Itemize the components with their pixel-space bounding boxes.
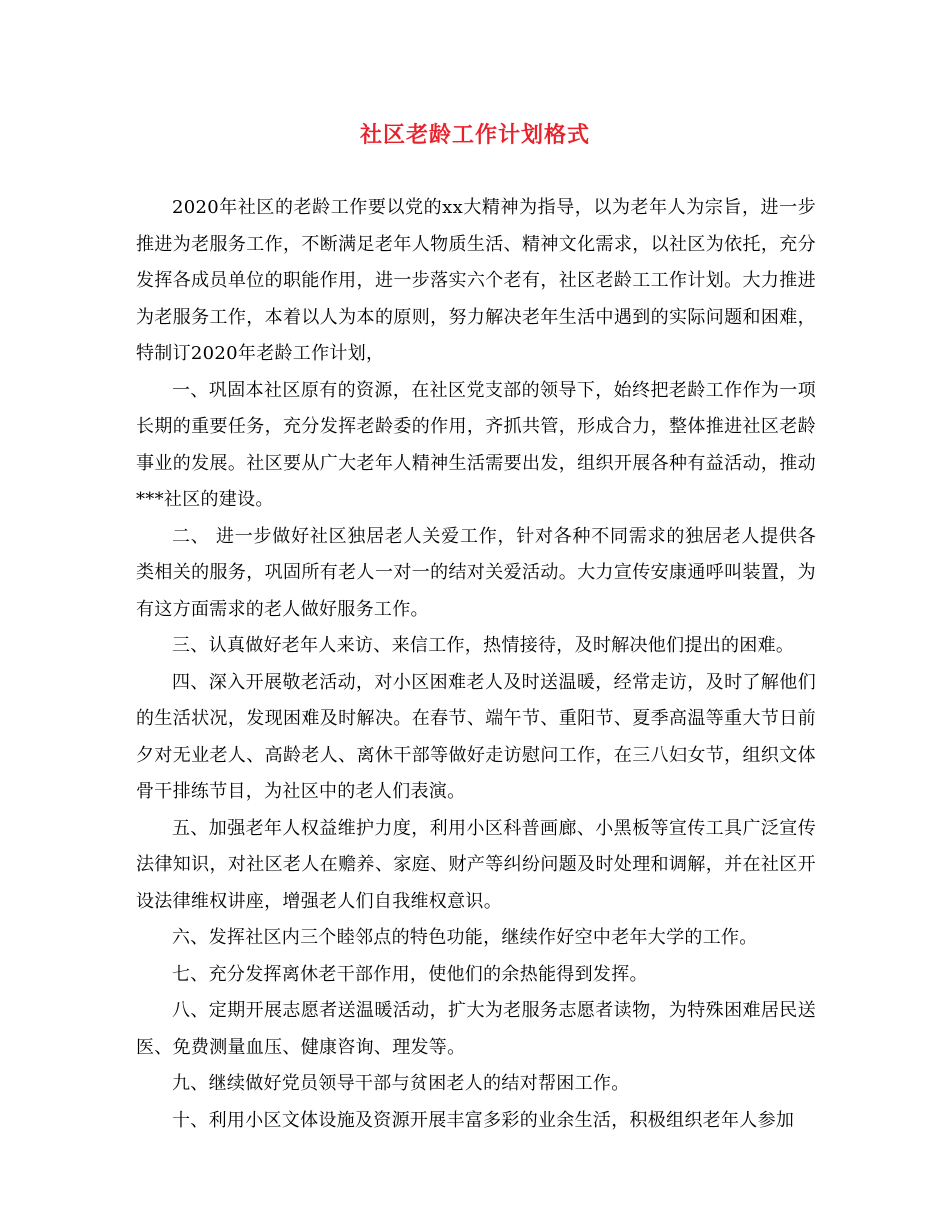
paragraph-item-5: 五、加强老年人权益维护力度，利用小区科普画廊、小黑板等宣传工具广泛宣传法律知识，对社区老人在赡养、家庭、财产等纠纷问题及时处理和调解，并在社区开设法律维权讲座，增强老人们自我维权意识。: [136, 817, 816, 912]
paragraph-item-3: 三、认真做好老年人来访、来信工作，热情接待，及时解决他们提出的困难。: [172, 635, 795, 656]
paragraph-item-2: 二、 进一步做好社区独居老人关爱工作，针对各种不同需求的独居老人提供各类相关的服务，巩固所有老人一对一的结对关爱活动。大力宣传安康通呼叫装置，为有这方面需求的老人做好服务工作。: [136, 525, 816, 620]
document-title: 社区老龄工作计划格式: [359, 122, 590, 148]
paragraph-item-6: 六、发挥社区内三个睦邻点的特色功能，继续作好空中老年大学的工作。: [172, 927, 758, 948]
paragraph-item-7: 七、充分发挥离休老干部作用，使他们的余热能得到发挥。: [172, 963, 648, 985]
paragraph-intro: 2020年社区的老龄工作要以党的xx大精神为指导，以为老年人为宗旨，进一步推进为老服务工作，不断满足老年人物质生活、精神文化需求，以社区为依托，充分发挥各成员单位的职能作用，进一步落实六个老有，社区老龄工工作计划。大力推进为老服务工作，本着以人为本的原则，努力解决老年生活中遇到的实际问题和困难，特制订2020年老龄工作计划，: [136, 197, 816, 364]
paragraph-item-9: 九、继续做好党员领导干部与贫困老人的结对帮困工作。: [172, 1073, 630, 1094]
document-body: [136, 190, 816, 1139]
paragraph-item-4: 四、深入开展敬老活动，对小区困难老人及时送温暖，经常走访，及时了解他们的生活状况，发现困难及时解决。在春节、端午节、重阳节、夏季高温等重大节日前夕对无业老人、高龄老人、离休干部等做好走访慰问工作，在三八妇女节，组织文体骨干排练节目，为社区中的老人们表演。: [136, 671, 816, 802]
paragraph-item-1: 一、巩固本社区原有的资源，在社区党支部的领导下，始终把老龄工作作为一项长期的重要任务，充分发挥老龄委的作用，齐抓共管，形成合力，整体推进社区老龄事业的发展。社区要从广大老年人精神生活需要出发，组织开展各种有益活动，推动***社区的建设。: [136, 379, 816, 510]
paragraph-item-10: 十、利用小区文体设施及资源开展丰富多彩的业余生活，积极组织老年人参加: [172, 1109, 795, 1131]
paragraph-item-8: 八、定期开展志愿者送温暖活动，扩大为老服务志愿者读物，为特殊困难居民送医、免费测量血压、健康咨询、理发等。: [136, 1000, 816, 1058]
